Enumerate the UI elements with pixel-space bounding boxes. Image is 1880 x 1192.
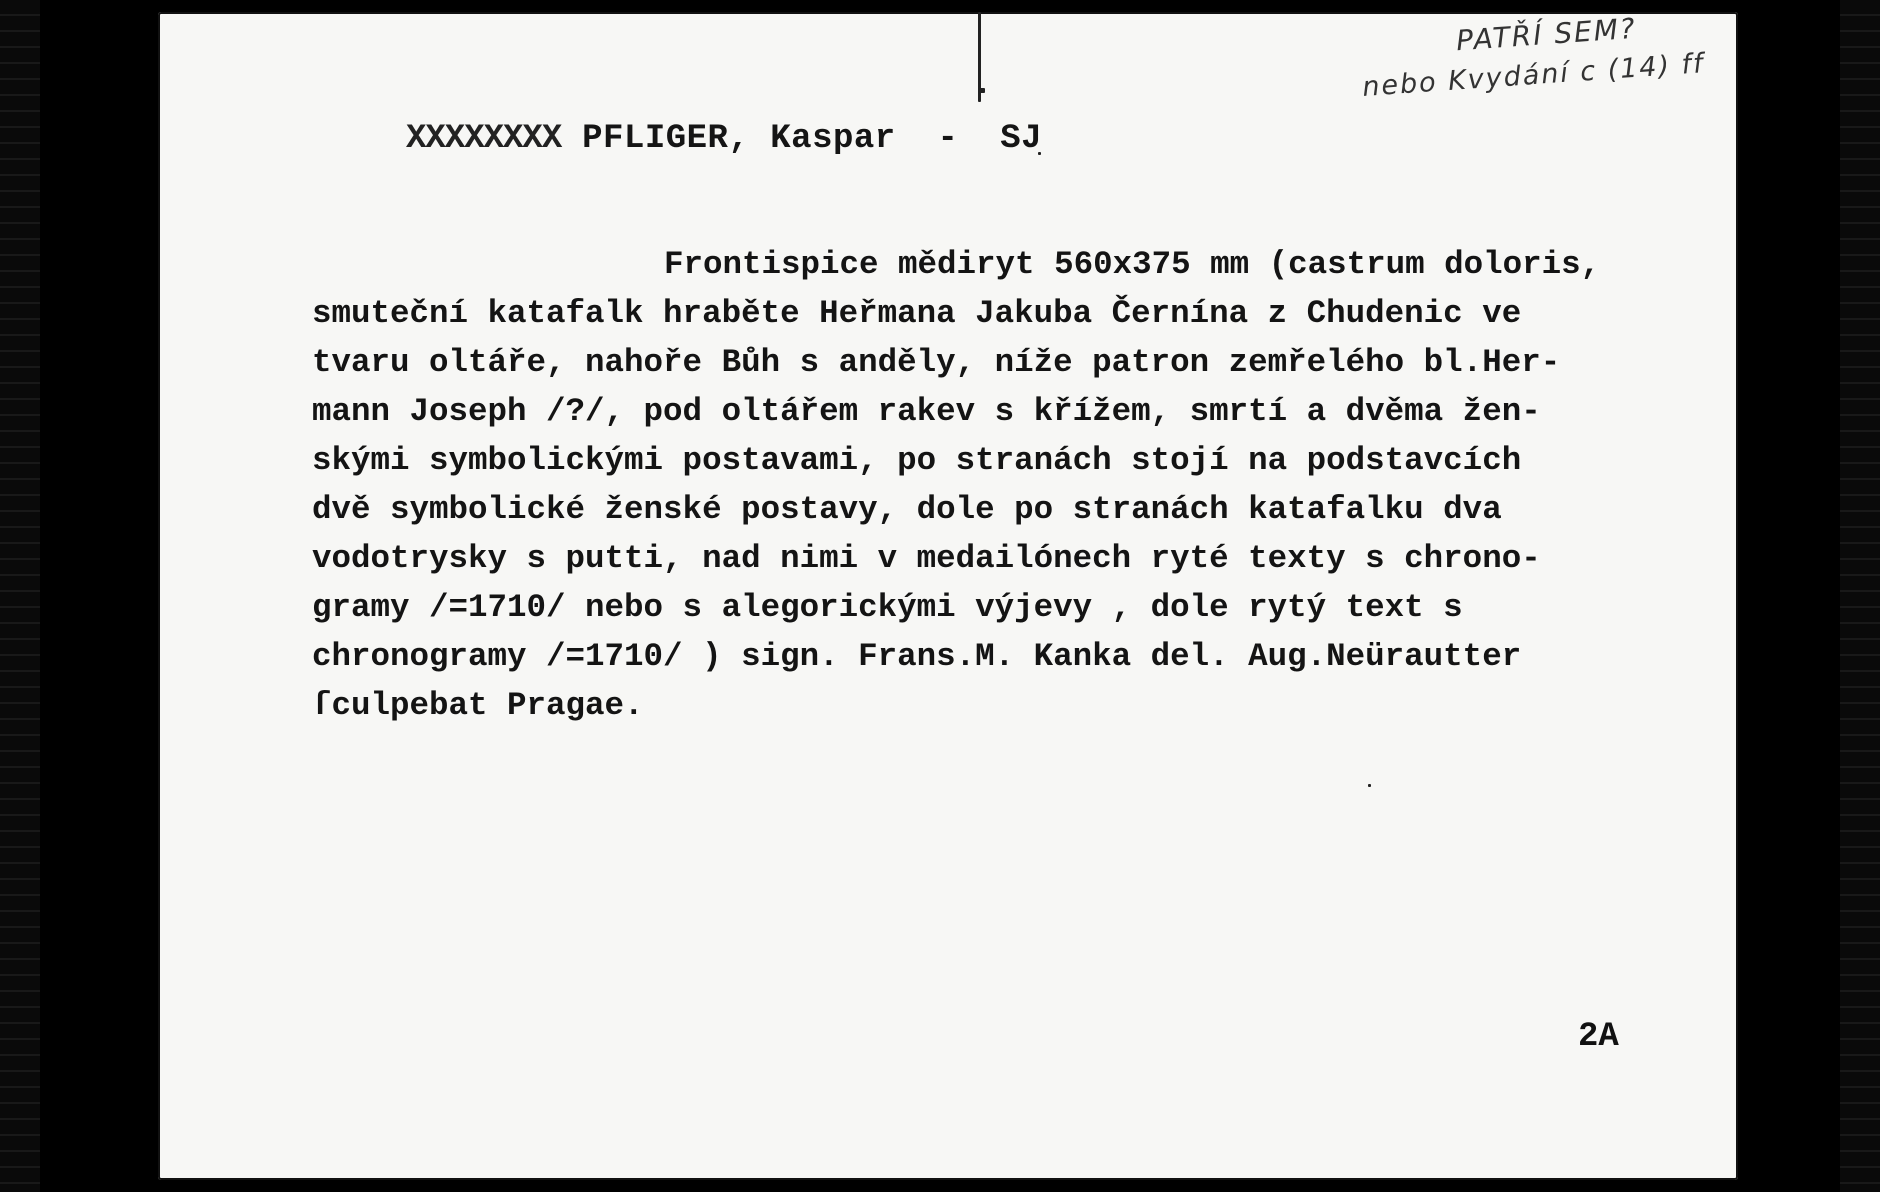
film-edge-left — [0, 0, 40, 1192]
description-line: smuteční katafalk hraběte Heřmana Jakuba Černína z Chudenic ve — [312, 295, 1522, 332]
scan-speck — [1368, 784, 1371, 787]
film-edge-right — [1840, 0, 1880, 1192]
card-heading — [406, 120, 1042, 158]
description-line: gramy /=1710/ nebo s alegorickými výjevy , dole rytý text s — [312, 589, 1463, 626]
description-line: ſculpebat Pragae. — [312, 687, 644, 724]
description-line: skými symbolickými postavami, po stranách stojí na podstavcích — [312, 442, 1522, 479]
author-name: PFLIGER, Kaspar — [582, 120, 896, 158]
handwritten-note-line1: PATŘÍ SEM? — [1455, 11, 1638, 58]
handwritten-note-line2: nebo Kvydání c (14) ff — [1361, 48, 1706, 103]
struck-out-prefix: XXXXXXXX — [406, 120, 562, 158]
description-line: chronogramy /=1710/ ) sign. Frans.M. Kanka del. Aug.Neürautter — [312, 638, 1522, 675]
card-description — [312, 240, 1672, 730]
description-line: vodotrysky s putti, nad nimi v medailónech ryté texty s chrono- — [312, 540, 1541, 577]
heading-separator: - — [937, 120, 959, 158]
description-line: tvaru oltáře, nahoře Bůh s anděly, níže patron zemřelého bl.Her- — [312, 344, 1561, 381]
scan-speck — [980, 88, 985, 93]
description-line: dvě symbolické ženské postavy, dole po stranách katafalku dva — [312, 491, 1502, 528]
order-abbreviation: SJ — [1000, 120, 1043, 158]
description-line: Frontispice mědiryt 560x375 mm (castrum doloris, — [664, 246, 1601, 283]
description-line: mann Joseph /?/, pod oltářem rakev s křížem, smrtí a dvěma žen- — [312, 393, 1541, 430]
page-mark: 2A — [1578, 1018, 1619, 1056]
